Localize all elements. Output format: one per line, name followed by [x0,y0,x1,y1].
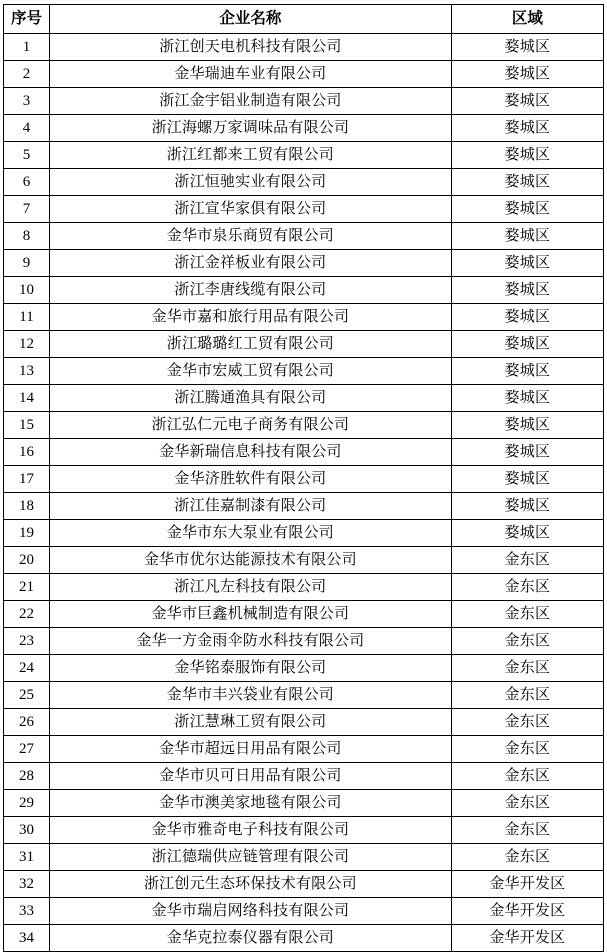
cell-company-name: 金华市宏威工贸有限公司 [50,358,452,385]
table-row [4,898,604,925]
cell-area: 金东区 [451,736,603,763]
cell-area: 金东区 [451,682,603,709]
cell-area: 金东区 [451,817,603,844]
cell-company-name: 金华市澳美家地毯有限公司 [50,790,452,817]
cell-area: 金华开发区 [451,871,603,898]
cell-index: 17 [4,466,50,493]
cell-company-name: 金华市泉乐商贸有限公司 [50,223,452,250]
table-row [4,61,604,88]
table-row [4,736,604,763]
table-row [4,250,604,277]
cell-area: 金东区 [451,763,603,790]
cell-index: 21 [4,574,50,601]
cell-index: 28 [4,763,50,790]
cell-index: 7 [4,196,50,223]
cell-index: 5 [4,142,50,169]
cell-company-name: 浙江凡左科技有限公司 [50,574,452,601]
cell-index: 4 [4,115,50,142]
table-header [4,5,604,34]
table-row [4,412,604,439]
cell-index: 23 [4,628,50,655]
table-row [4,790,604,817]
cell-company-name: 浙江宣华家俱有限公司 [50,196,452,223]
table-row [4,493,604,520]
cell-company-name: 浙江慧琳工贸有限公司 [50,709,452,736]
table-row [4,34,604,61]
cell-area: 婺城区 [451,169,603,196]
cell-index: 8 [4,223,50,250]
cell-company-name: 金华一方金雨伞防水科技有限公司 [50,628,452,655]
table-row [4,817,604,844]
cell-index: 29 [4,790,50,817]
cell-area: 婺城区 [451,196,603,223]
cell-area: 金华开发区 [451,898,603,925]
cell-area: 金东区 [451,628,603,655]
cell-index: 24 [4,655,50,682]
cell-index: 11 [4,304,50,331]
cell-index: 32 [4,871,50,898]
cell-area: 金东区 [451,655,603,682]
table-row [4,358,604,385]
cell-area: 婺城区 [451,439,603,466]
table-header-row [4,5,604,34]
cell-area: 婺城区 [451,88,603,115]
cell-area: 婺城区 [451,142,603,169]
cell-company-name: 浙江创天电机科技有限公司 [50,34,452,61]
cell-company-name: 金华市东大泵业有限公司 [50,520,452,547]
cell-index: 26 [4,709,50,736]
table-row [4,439,604,466]
cell-area: 婺城区 [451,304,603,331]
cell-company-name: 金华克拉泰仪器有限公司 [50,925,452,952]
column-header-company-name: 企业名称 [50,5,452,34]
cell-company-name: 浙江德瑞供应链管理有限公司 [50,844,452,871]
cell-company-name: 金华市雅奇电子科技有限公司 [50,817,452,844]
cell-area: 婺城区 [451,115,603,142]
table-row [4,169,604,196]
table-row [4,574,604,601]
cell-area: 婺城区 [451,412,603,439]
cell-area: 金东区 [451,709,603,736]
table-row [4,844,604,871]
table-row [4,304,604,331]
cell-company-name: 浙江海螺万家调味品有限公司 [50,115,452,142]
table-row [4,925,604,952]
cell-index: 14 [4,385,50,412]
column-header-index: 序号 [4,5,50,34]
cell-index: 10 [4,277,50,304]
cell-area: 金东区 [451,547,603,574]
cell-company-name: 金华市嘉和旅行用品有限公司 [50,304,452,331]
cell-index: 12 [4,331,50,358]
table-row [4,871,604,898]
cell-company-name: 浙江金祥板业有限公司 [50,250,452,277]
cell-company-name: 浙江弘仁元电子商务有限公司 [50,412,452,439]
cell-index: 1 [4,34,50,61]
cell-area: 婺城区 [451,61,603,88]
cell-index: 2 [4,61,50,88]
cell-index: 25 [4,682,50,709]
cell-company-name: 金华市丰兴袋业有限公司 [50,682,452,709]
cell-index: 16 [4,439,50,466]
table-row [4,520,604,547]
table-row [4,331,604,358]
column-header-area: 区域 [451,5,603,34]
cell-area: 金东区 [451,790,603,817]
cell-company-name: 金华市贝可日用品有限公司 [50,763,452,790]
cell-index: 6 [4,169,50,196]
cell-area: 婺城区 [451,277,603,304]
cell-index: 34 [4,925,50,952]
cell-index: 20 [4,547,50,574]
cell-index: 27 [4,736,50,763]
cell-area: 婺城区 [451,250,603,277]
cell-area: 婺城区 [451,493,603,520]
cell-company-name: 金华济胜软件有限公司 [50,466,452,493]
table-row [4,763,604,790]
table-row [4,655,604,682]
cell-index: 13 [4,358,50,385]
table-body [4,34,604,952]
cell-index: 9 [4,250,50,277]
cell-index: 31 [4,844,50,871]
cell-company-name: 金华市瑞启网络科技有限公司 [50,898,452,925]
cell-index: 33 [4,898,50,925]
cell-index: 30 [4,817,50,844]
cell-company-name: 浙江佳嘉制漆有限公司 [50,493,452,520]
cell-area: 婺城区 [451,223,603,250]
cell-company-name: 金华市超远日用品有限公司 [50,736,452,763]
cell-area: 金东区 [451,844,603,871]
cell-company-name: 浙江创元生态环保技术有限公司 [50,871,452,898]
cell-area: 婺城区 [451,331,603,358]
table-row [4,466,604,493]
table-row [4,223,604,250]
cell-company-name: 浙江金宇铝业制造有限公司 [50,88,452,115]
company-list-table [3,4,604,952]
cell-company-name: 金华铭泰服饰有限公司 [50,655,452,682]
table-row [4,196,604,223]
cell-area: 婺城区 [451,466,603,493]
cell-company-name: 浙江腾通渔具有限公司 [50,385,452,412]
cell-area: 婺城区 [451,520,603,547]
cell-index: 15 [4,412,50,439]
cell-area: 金东区 [451,574,603,601]
cell-area: 金东区 [451,601,603,628]
cell-area: 婺城区 [451,34,603,61]
cell-area: 婺城区 [451,358,603,385]
table-row [4,385,604,412]
table-row [4,88,604,115]
cell-index: 3 [4,88,50,115]
table-row [4,628,604,655]
cell-index: 22 [4,601,50,628]
cell-area: 婺城区 [451,385,603,412]
cell-company-name: 浙江李唐线缆有限公司 [50,277,452,304]
cell-company-name: 金华新瑞信息科技有限公司 [50,439,452,466]
table-row [4,709,604,736]
cell-index: 18 [4,493,50,520]
table-row [4,682,604,709]
table-row [4,142,604,169]
table-row [4,277,604,304]
table-row [4,115,604,142]
cell-company-name: 金华瑞迪车业有限公司 [50,61,452,88]
cell-company-name: 浙江恒驰实业有限公司 [50,169,452,196]
cell-company-name: 浙江红都来工贸有限公司 [50,142,452,169]
cell-company-name: 金华市优尔达能源技术有限公司 [50,547,452,574]
cell-area: 金华开发区 [451,925,603,952]
table-row [4,601,604,628]
cell-company-name: 浙江璐璐红工贸有限公司 [50,331,452,358]
table-row [4,547,604,574]
cell-index: 19 [4,520,50,547]
cell-company-name: 金华市巨鑫机械制造有限公司 [50,601,452,628]
